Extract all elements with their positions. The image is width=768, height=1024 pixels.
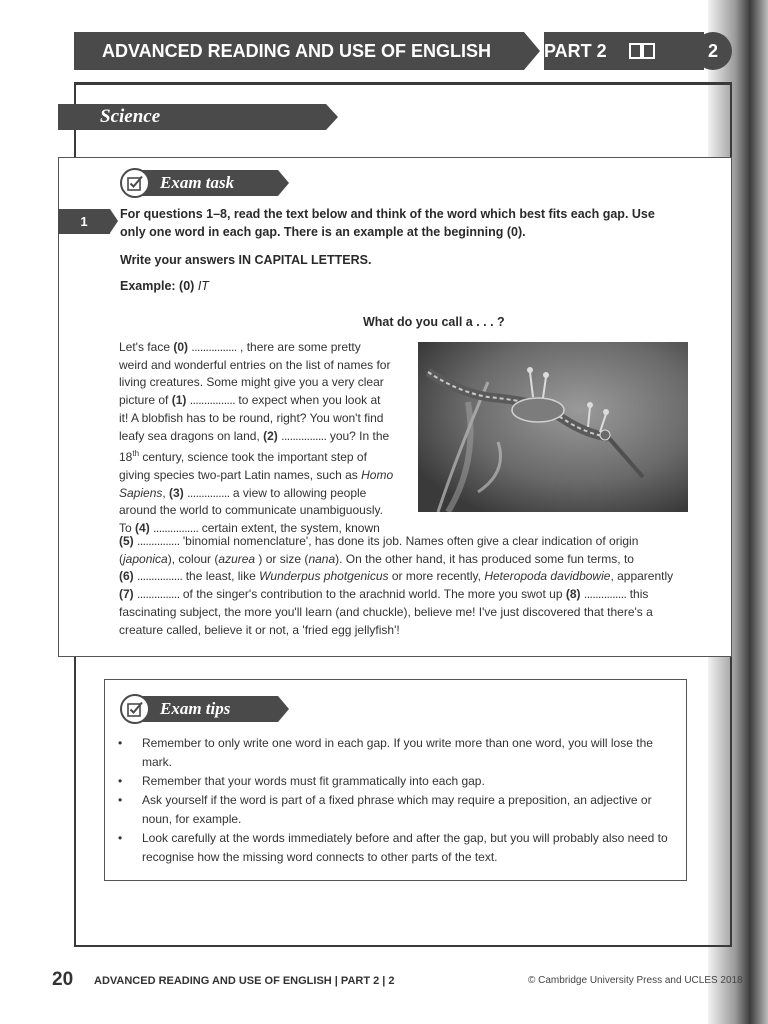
tip-item: • Look carefully at the words immediately before and after the gap, but you will probably also need to recognise how the missing word connects to other parts of the text. <box>118 831 668 864</box>
exam-tips-label: Exam tips <box>138 696 278 722</box>
passage-column <box>119 339 399 538</box>
passage-line: 18th century, science took the important step of <box>119 449 367 465</box>
gap-number-8: (8) <box>565 587 581 602</box>
gap-number-5: (5) <box>119 534 134 548</box>
section-banner-chevron <box>326 104 338 130</box>
gap-number-0: (0) <box>173 340 189 354</box>
passage-line: around the world to communicate unambiguously. <box>119 503 383 518</box>
page-number: 20 <box>52 969 74 990</box>
gap-number-4: (4) <box>135 521 150 536</box>
header-title: ADVANCED READING AND USE OF ENGLISH <box>74 32 524 70</box>
gap-number-6: (6) <box>119 569 134 584</box>
task-number-tab: 1 <box>58 209 110 234</box>
example-line <box>120 279 209 293</box>
bullet-icon: • <box>118 793 123 807</box>
sea-dragon-photo <box>418 342 688 512</box>
passage-line: (7) ............... of the singer's contribution to the arachnid world. The more you swot up (8) ............... this <box>119 587 649 602</box>
section-title: Science <box>58 104 326 130</box>
passage-line: it! A blobfish has to be round, right? You won't find <box>119 410 384 425</box>
exam-task-label: Exam task <box>138 170 278 196</box>
task-number-chevron <box>110 209 118 233</box>
tip-item: • Ask yourself if the word is part of a fixed phrase which may require a preposition, an adjective or noun, for example. <box>118 793 652 826</box>
copyright-notice: © Cambridge University Press and UCLES 2018 <box>528 975 743 986</box>
example-label: Example: (0) <box>120 279 195 293</box>
capitals-instruction: Write your answers IN CAPITAL LETTERS. <box>120 253 372 267</box>
gap-number-2: (2) <box>263 428 278 443</box>
passage-line: Let's face (0) ................ , there are some pretty <box>119 340 361 354</box>
passage-line: (6) ................ the least, like Wunderpus photgenicus or more recently, Heteropoda davidbowie, apparently <box>119 569 674 584</box>
passage-line: (japonica), colour (azurea ) or size (nana). On the other hand, it has produced some fun terms, to <box>119 551 634 566</box>
passage-line: fascinating subject, the more you'll learn (and chuckle), believe me! I've just discovered that there's a <box>119 604 653 619</box>
tip-item: • Remember to only write one word in each gap. If you write more than one word, you will lose the mark. <box>118 736 653 769</box>
bullet-icon: • <box>118 774 123 788</box>
passage-line: living creatures. Some might give you a very clear <box>119 375 384 390</box>
exam-tips-chevron <box>278 696 289 722</box>
passage-line: leafy sea dragons on land, (2) ................ you? In the <box>119 428 390 443</box>
checkbox-tick-icon <box>120 694 150 724</box>
gap-number-3: (3) <box>169 485 184 500</box>
task-instruction: For questions 1–8, read the text below and think of the word which best fits each gap. Use only one word in each gap. There is an example at the beginning (0). <box>120 207 655 239</box>
bullet-icon: • <box>118 831 123 845</box>
header-chevron <box>524 32 540 70</box>
example-answer: IT <box>197 279 209 293</box>
bullet-icon: • <box>118 736 123 750</box>
passage-line: giving species two-part Latin names, such as Homo <box>119 467 394 482</box>
exam-tips-list <box>118 734 678 867</box>
footer-title: ADVANCED READING AND USE OF ENGLISH | PART 2 | 2 <box>94 975 395 987</box>
passage-line: To (4) ................ certain extent, the system, known <box>119 521 380 536</box>
gap-number-7: (7) <box>119 587 134 602</box>
passage-line: Sapiens, (3) ............... a view to allowing people <box>119 485 367 500</box>
passage-line: (5) ............... 'binomial nomenclature', has done its job. Names often give a clear indication of origin <box>119 534 639 548</box>
header-part <box>544 32 704 70</box>
passage-continued <box>119 533 689 639</box>
text-title: What do you call a . . . ? <box>363 315 505 329</box>
exam-task-chevron <box>278 170 289 196</box>
checkbox-tick-icon <box>120 168 150 198</box>
tip-item: • Remember that your words must fit grammatically into each gap. <box>118 772 678 791</box>
passage-line: weird and wonderful entries on the list of names for <box>119 357 391 372</box>
passage-line: creature called, believe it or not, a 'fried egg jellyfish'! <box>119 622 400 637</box>
passage-line: picture of (1) ................ to expect when you look at <box>119 393 381 408</box>
open-book-icon <box>629 42 655 60</box>
gap-number-1: (1) <box>171 393 187 408</box>
header-part-label: PART 2 <box>544 40 607 61</box>
page-header <box>74 32 738 70</box>
header-part-number: 2 <box>694 32 732 70</box>
